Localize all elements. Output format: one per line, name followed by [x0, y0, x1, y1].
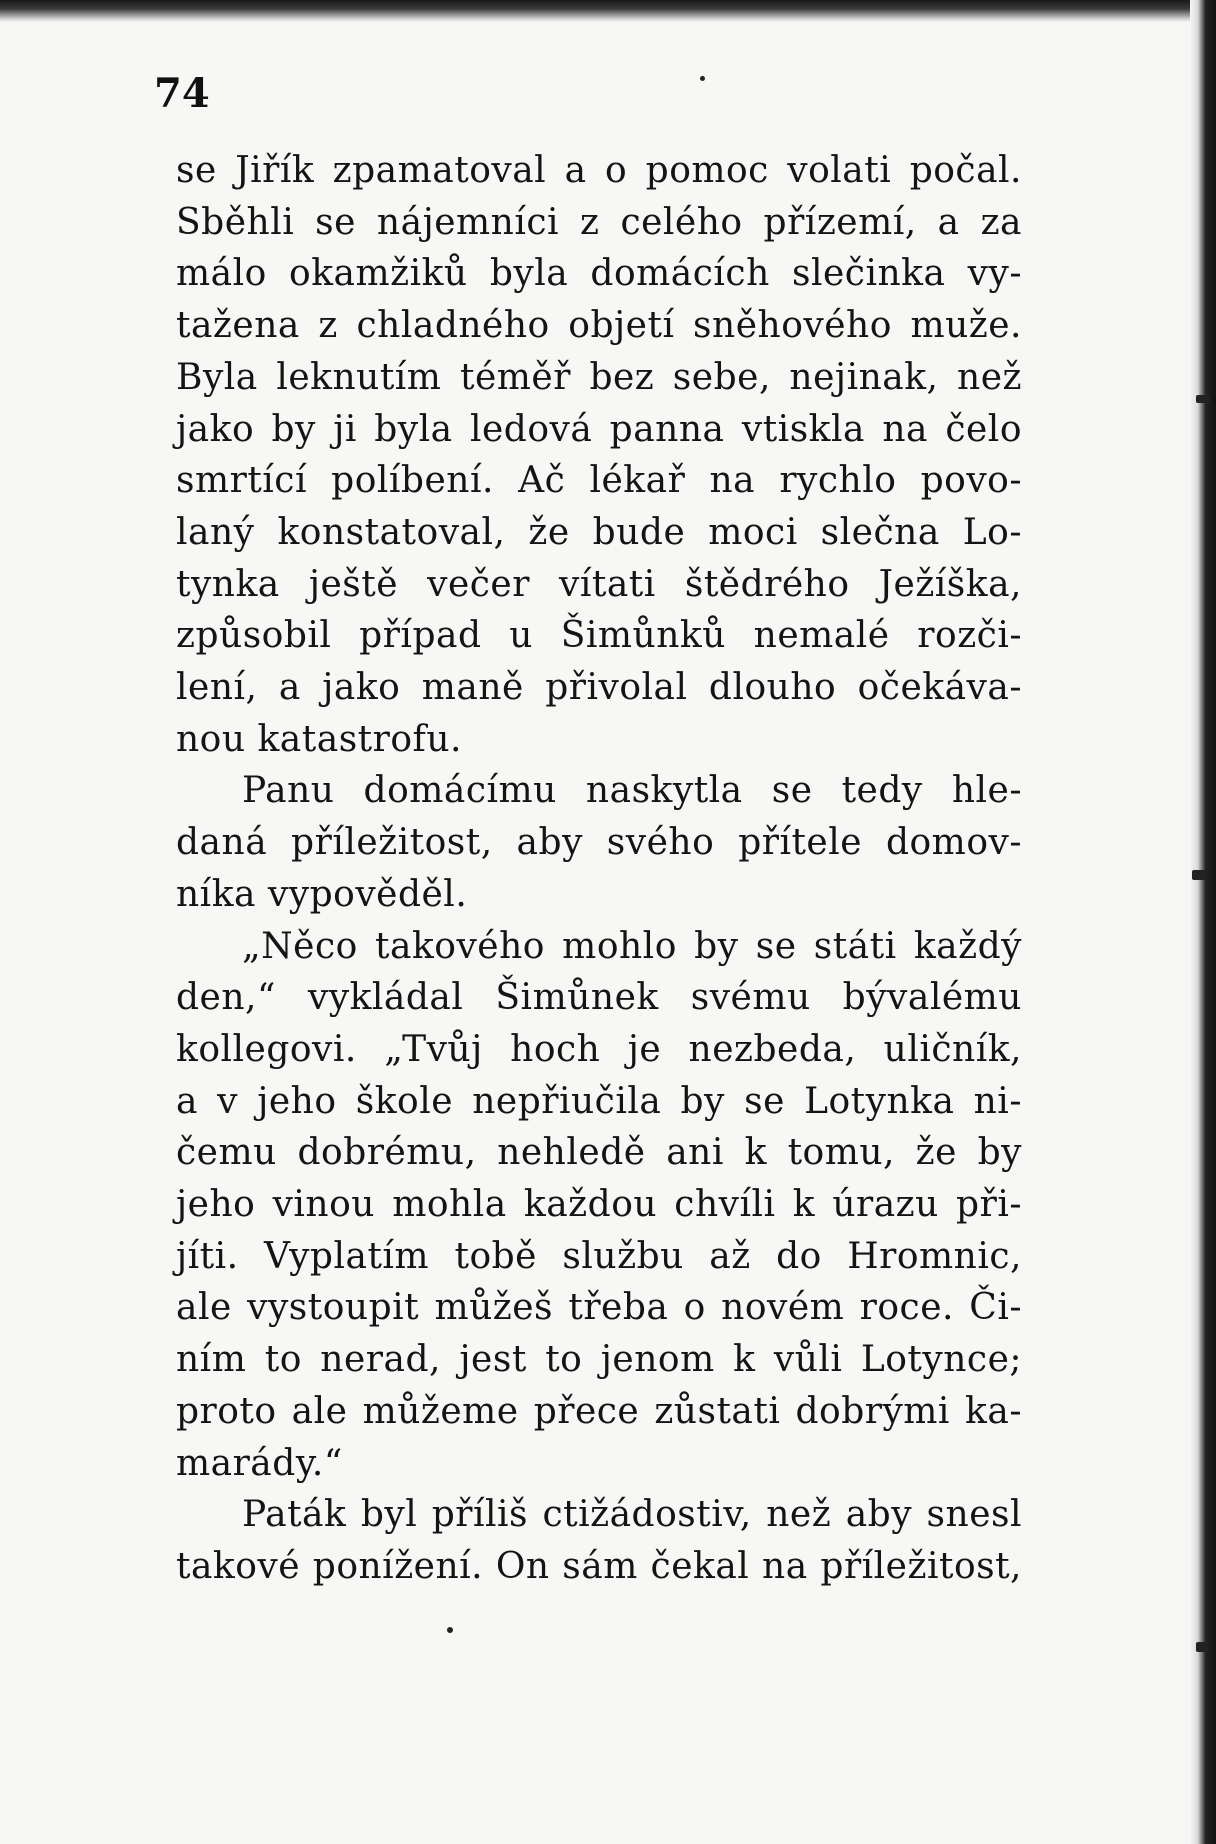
print-speck	[700, 76, 705, 81]
text-line: Sběhli se nájemníci z celého přízemí, a za	[176, 201, 1022, 243]
text-line: jako by ji byla ledová panna vtiskla na čelo	[176, 408, 1022, 450]
text-line: nou katastrofu.	[176, 718, 462, 760]
print-speck	[1196, 395, 1210, 403]
text-line: kollegovi. „Tvůj hoch je nezbeda, uličník,	[176, 1028, 1022, 1070]
text-line: laný konstatoval, že bude moci slečna Lo-	[176, 511, 1022, 553]
text-line: ale vystoupit můžeš třeba o novém roce. Či-	[176, 1287, 1022, 1329]
text-line: takové ponížení. On sám čekal na příležitost,	[176, 1545, 1022, 1587]
text-line: se Jiřík zpamatoval a o pomoc volati počal.	[176, 150, 1022, 191]
text-line: jeho vinou mohla každou chvíli k úrazu při-	[176, 1184, 1022, 1225]
text-line: způsobil případ u Šimůnků nemalé rozči-	[176, 615, 1022, 657]
text-line: „Něco takového mohlo by se státi každý	[242, 925, 1022, 967]
text-line: smrtící políbení. Ač lékař na rychlo povo-	[176, 460, 1022, 502]
text-line: proto ale můžeme přece zůstati dobrými ka-	[176, 1390, 1022, 1432]
page-number: 74	[154, 70, 210, 117]
text-line: marády.“	[176, 1442, 343, 1484]
text-line: Panu domácímu naskytla se tedy hle-	[242, 770, 1022, 812]
print-speck	[447, 1627, 453, 1633]
text-line: ním to nerad, jest to jenom k vůli Lotynce;	[176, 1339, 1022, 1381]
text-line: den,“ vykládal Šimůnek svému bývalému	[176, 977, 1022, 1019]
scan-top-shadow	[0, 0, 1216, 22]
text-line: tažena z chladného objetí sněhového muže.	[176, 305, 1022, 347]
text-line: tynka ještě večer vítati štědrého Ježíška,	[176, 563, 1022, 605]
print-speck	[1192, 870, 1206, 880]
text-line: níka vypověděl.	[176, 873, 468, 915]
text-line: lení, a jako maně přivolal dlouho očekáva-	[176, 667, 1022, 708]
text-line: daná příležitost, aby svého přítele domov-	[176, 822, 1022, 864]
text-line: a v jeho škole nepřiučila by se Lotynka ni-	[176, 1080, 1022, 1122]
text-line: čemu dobrému, nehledě ani k tomu, že by	[176, 1132, 1022, 1174]
print-speck	[1196, 1642, 1208, 1652]
text-line: Byla leknutím téměř bez sebe, nejinak, než	[176, 356, 1022, 398]
page-spine-edge	[1190, 0, 1216, 1844]
text-line: málo okamžiků byla domácích slečinka vy-	[176, 253, 1022, 295]
text-line: jíti. Vyplatím tobě službu až do Hromnic,	[176, 1235, 1022, 1277]
text-line: Paták byl příliš ctižádostiv, než aby snesl	[242, 1494, 1022, 1536]
